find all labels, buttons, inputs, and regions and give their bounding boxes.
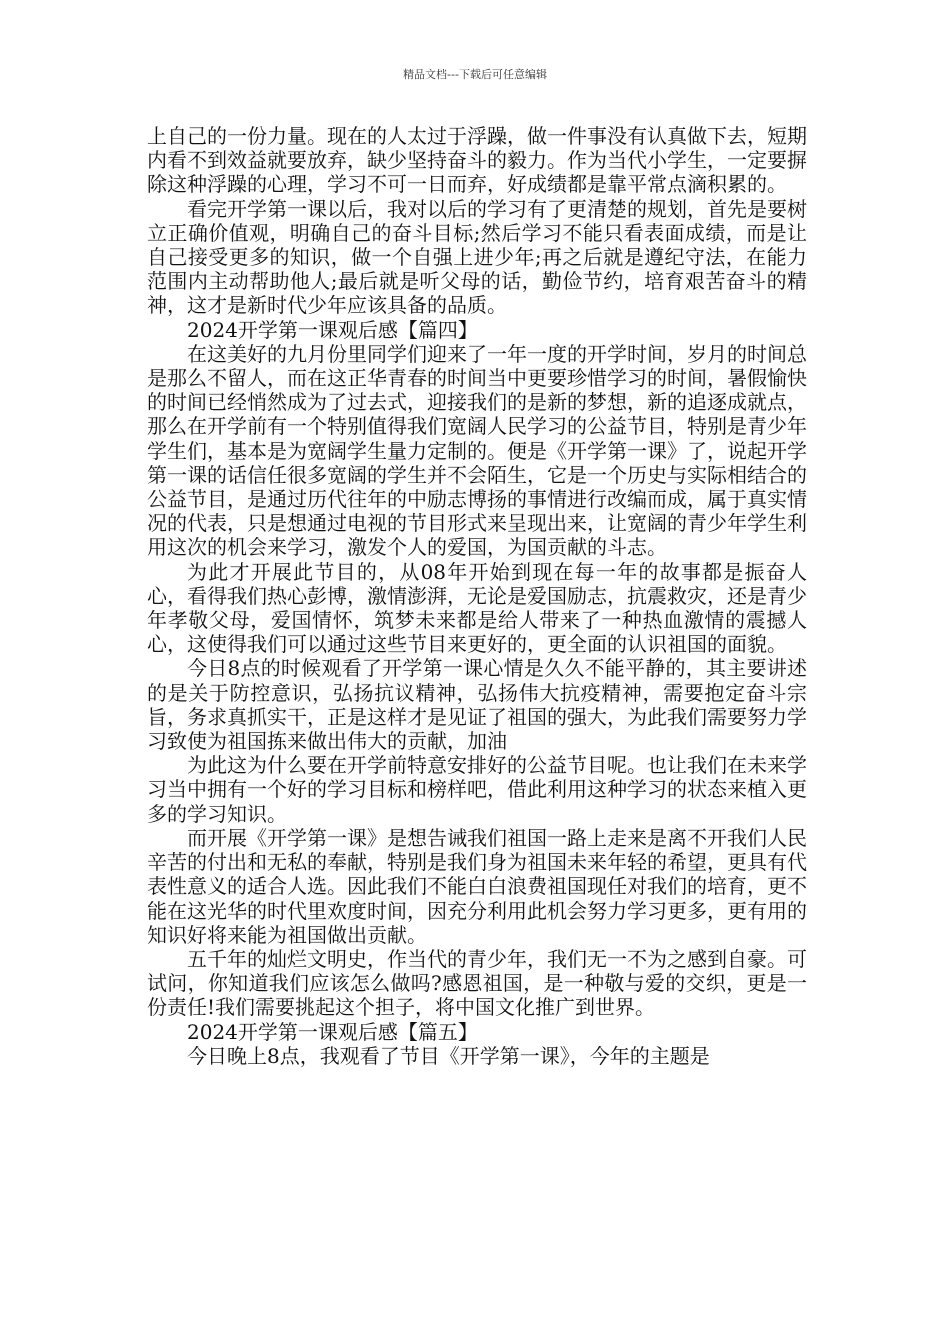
document-body (147, 124, 807, 1068)
paragraph-4: 为此才开展此节目的，从08年开始到现在每一年的故事都是振奋人心，看得我们热心彭博，激情澎湃，无论是爱国励志，抗震救灾，还是青少年孝敬父母，爱国情怀，筑梦未来都是给人带来了一种热血激情的震撼人心，这使得我们可以通过这些节目来更好的，更全面的认识祖国的面貌。 (147, 559, 807, 657)
paragraph-3: 在这美好的九月份里同学们迎来了一年一度的开学时间，岁月的时间总是那么不留人，而在这正华青春的时间当中更要珍惜学习的时间，暑假愉快的时间已经悄然成为了过去式，迎接我们的是新的梦想，新的追逐成就点，那么在开学前有一个特别值得我们宽阔人民学习的公益节目，特别是青少年学生们，基本是为宽阔学生量力定制的。便是《开学第一课》了，说起开学第一课的话信任很多宽阔的学生并不会陌生，它是一个历史与实际相结合的公益节目，是通过历代往年的中励志博扬的事情进行改编而成，属于真实情况的代表，只是想通过电视的节目形式来呈现出来，让宽阔的青少年学生利用这次的机会来学习，激发个人的爱国，为国贡献的斗志。 (147, 341, 807, 560)
paragraph-9: 今日晚上8点，我观看了节目《开学第一课》，今年的主题是 (187, 1043, 710, 1068)
paragraph-2: 看完开学第一课以后，我对以后的学习有了更清楚的规划，首先是要树立正确价值观，明确自己的奋斗目标;然后学习不能只看表面成绩，而是让自己接受更多的知识，做一个自强上进少年;再之后就是遵纪守法，在能力范围内主动帮助他人;最后就是听父母的话，勤俭节约，培育艰苦奋斗的精神，这才是新时代少年应该具备的品质。 (147, 196, 807, 318)
section-heading-5: 2024开学第一课观后感【篇五】 (187, 1019, 478, 1044)
paragraph-6: 为此这为什么要在开学前特意安排好的公益节目呢。也让我们在未来学习当中拥有一个好的学习目标和榜样吧，借此利用这种学习的状态来植入更多的学习知识。 (147, 753, 807, 826)
page-header: 精品文档---下载后可任意编辑 (403, 68, 547, 81)
paragraph-5: 今日8点的时候观看了开学第一课心情是久久不能平静的，其主要讲述的是关于防控意识，弘扬抗议精神，弘扬伟大抗疫精神，需要抱定奋斗宗旨，务求真抓实干，正是这样才是见证了祖国的强大，为此我们需要努力学习致使为祖国拣来做出伟大的贡献，加油 (147, 656, 807, 754)
paragraph-8: 五千年的灿烂文明史，作当代的青少年，我们无一不为之感到自豪。可试问，你知道我们应该怎么做吗?感恩祖国，是一种敬与爱的交织，更是一份责任!我们需要挑起这个担子，将中国文化推广到世界。 (147, 946, 807, 1020)
section-heading-4: 2024开学第一课观后感【篇四】 (187, 317, 478, 342)
paragraph-7: 而开展《开学第一课》是想告诫我们祖国一路上走来是离不开我们人民辛苦的付出和无私的奉献，特别是我们身为祖国未来年轻的希望，更具有代表性意义的适合人选。因此我们不能白白浪费祖国现任对我们的培育，更不能在这光华的时代里欢度时间，因充分利用此机会努力学习更多，更有用的知识好将来能为祖国做出贡献。 (147, 825, 807, 947)
paragraph-1: 上自己的一份力量。现在的人太过于浮躁，做一件事没有认真做下去，短期内看不到效益就要放弃，缺少坚持奋斗的毅力。作为当代小学生，一定要摒除这种浮躁的心理，学习不可一日而弃，好成绩都是靠平常点滴积累的。 (147, 124, 807, 197)
